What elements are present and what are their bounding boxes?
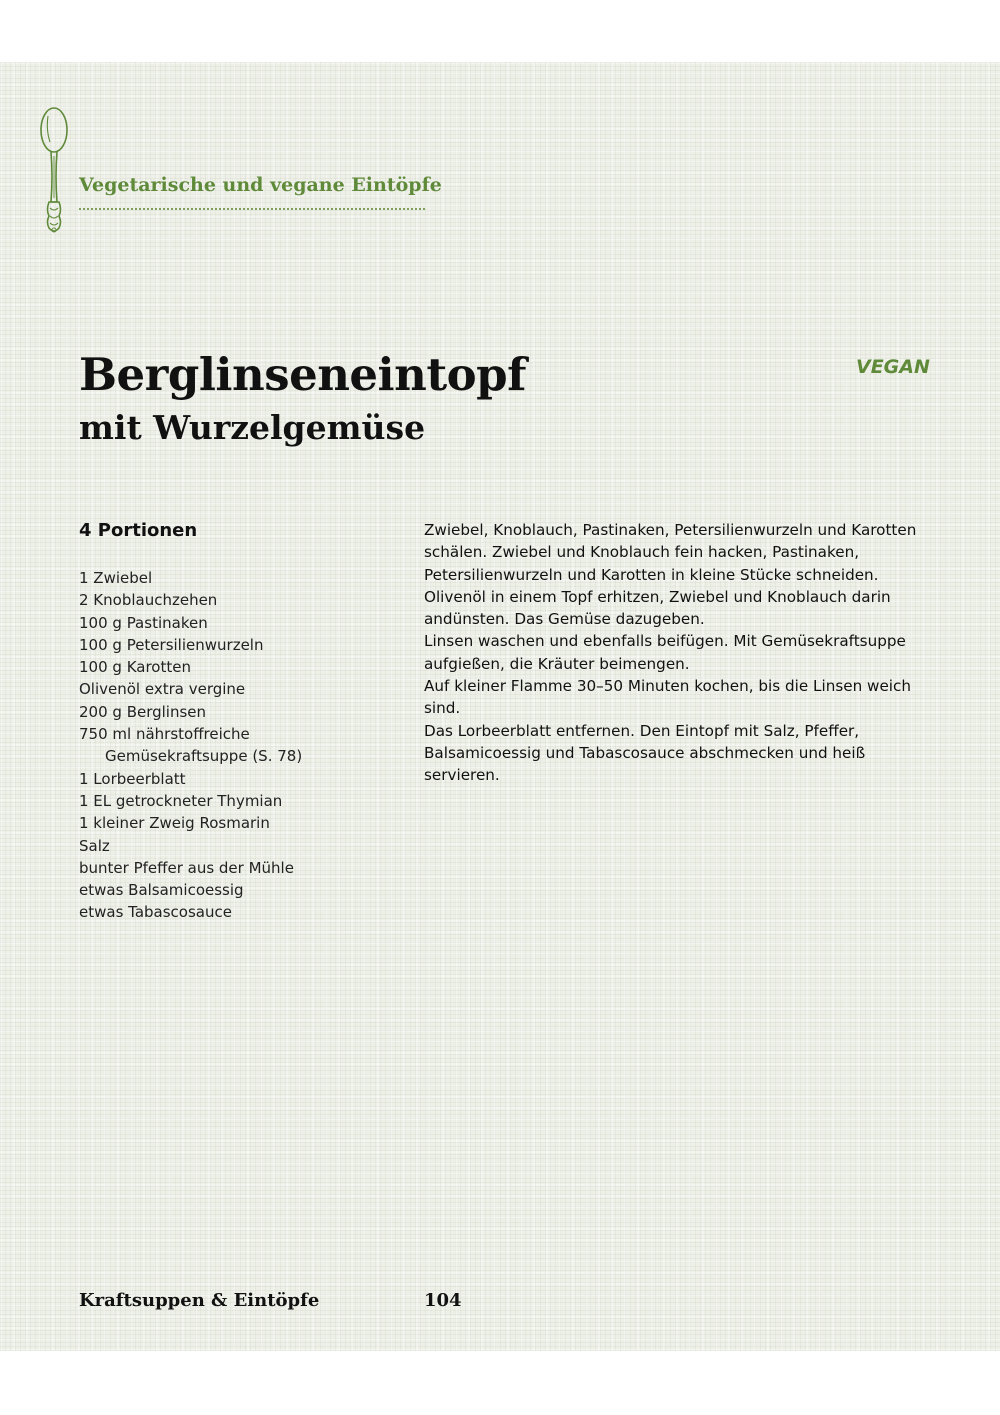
ingredient-item: Olivenöl extra vergine <box>79 680 246 699</box>
ingredient-item: 750 ml nährstoffreiche <box>79 725 250 744</box>
direction-step: Auf kleiner Flamme 30–50 Minuten kochen, bis die Linsen weich sind. <box>424 677 911 718</box>
servings-label: 4 Portionen <box>79 520 198 541</box>
section-title: Vegetarische und vegane Eintöpfe <box>79 174 442 196</box>
ingredient-item: 1 EL getrockneter Thymian <box>79 791 283 810</box>
spoon-icon <box>38 106 70 236</box>
ingredient-item: 100 g Karotten <box>79 658 191 677</box>
vegan-badge: VEGAN <box>856 356 930 378</box>
ingredient-item: etwas Tabascosauce <box>79 903 232 922</box>
ingredient-item: Salz <box>79 836 110 855</box>
recipe-title: Berglinseneintopf <box>79 348 526 401</box>
section-divider <box>79 208 425 210</box>
ingredient-item-continued: Gemüsekraftsuppe (S. 78) <box>105 747 303 766</box>
ingredient-item: 100 g Pastinaken <box>79 613 208 632</box>
direction-step: Linsen waschen und ebenfalls beifügen. Mit Gemüsekraftsuppe aufgießen, die Kräuter beimengen. <box>424 632 906 673</box>
ingredient-item: etwas Balsamicoessig <box>79 881 244 900</box>
ingredient-item: 1 Lorbeerblatt <box>79 769 186 788</box>
footer-book-title: Kraftsuppen & Eintöpfe <box>79 1290 320 1311</box>
direction-step: Das Lorbeerblatt entfernen. Den Eintopf mit Salz, Pfeffer, Balsamicoessig und Tabascosauce abschmecken und heiß servieren. <box>424 721 866 785</box>
ingredient-list <box>79 567 409 924</box>
ingredient-item: 2 Knoblauchzehen <box>79 591 218 610</box>
recipe-subtitle: mit Wurzelgemüse <box>79 408 426 447</box>
ingredient-item: bunter Pfeffer aus der Mühle <box>79 858 294 877</box>
direction-step: Olivenöl in einem Topf erhitzen, Zwiebel und Knoblauch darin andünsten. Das Gemüse dazugeben. <box>424 587 891 629</box>
ingredient-item: 100 g Petersilienwurzeln <box>79 635 264 654</box>
ingredient-item: 1 Zwiebel <box>79 569 153 587</box>
ingredient-item: 1 kleiner Zweig Rosmarin <box>79 814 270 833</box>
direction-step: Zwiebel, Knoblauch, Pastinaken, Petersilienwurzeln und Karotten schälen. Zwiebel und Knoblauch fein hacken, Pastinaken, Petersilienwurzeln und Karotten in kleine Stücke schneiden. <box>424 521 917 584</box>
directions <box>424 519 924 787</box>
page-number: 104 <box>424 1290 462 1311</box>
ingredient-item: 200 g Berglinsen <box>79 702 207 721</box>
